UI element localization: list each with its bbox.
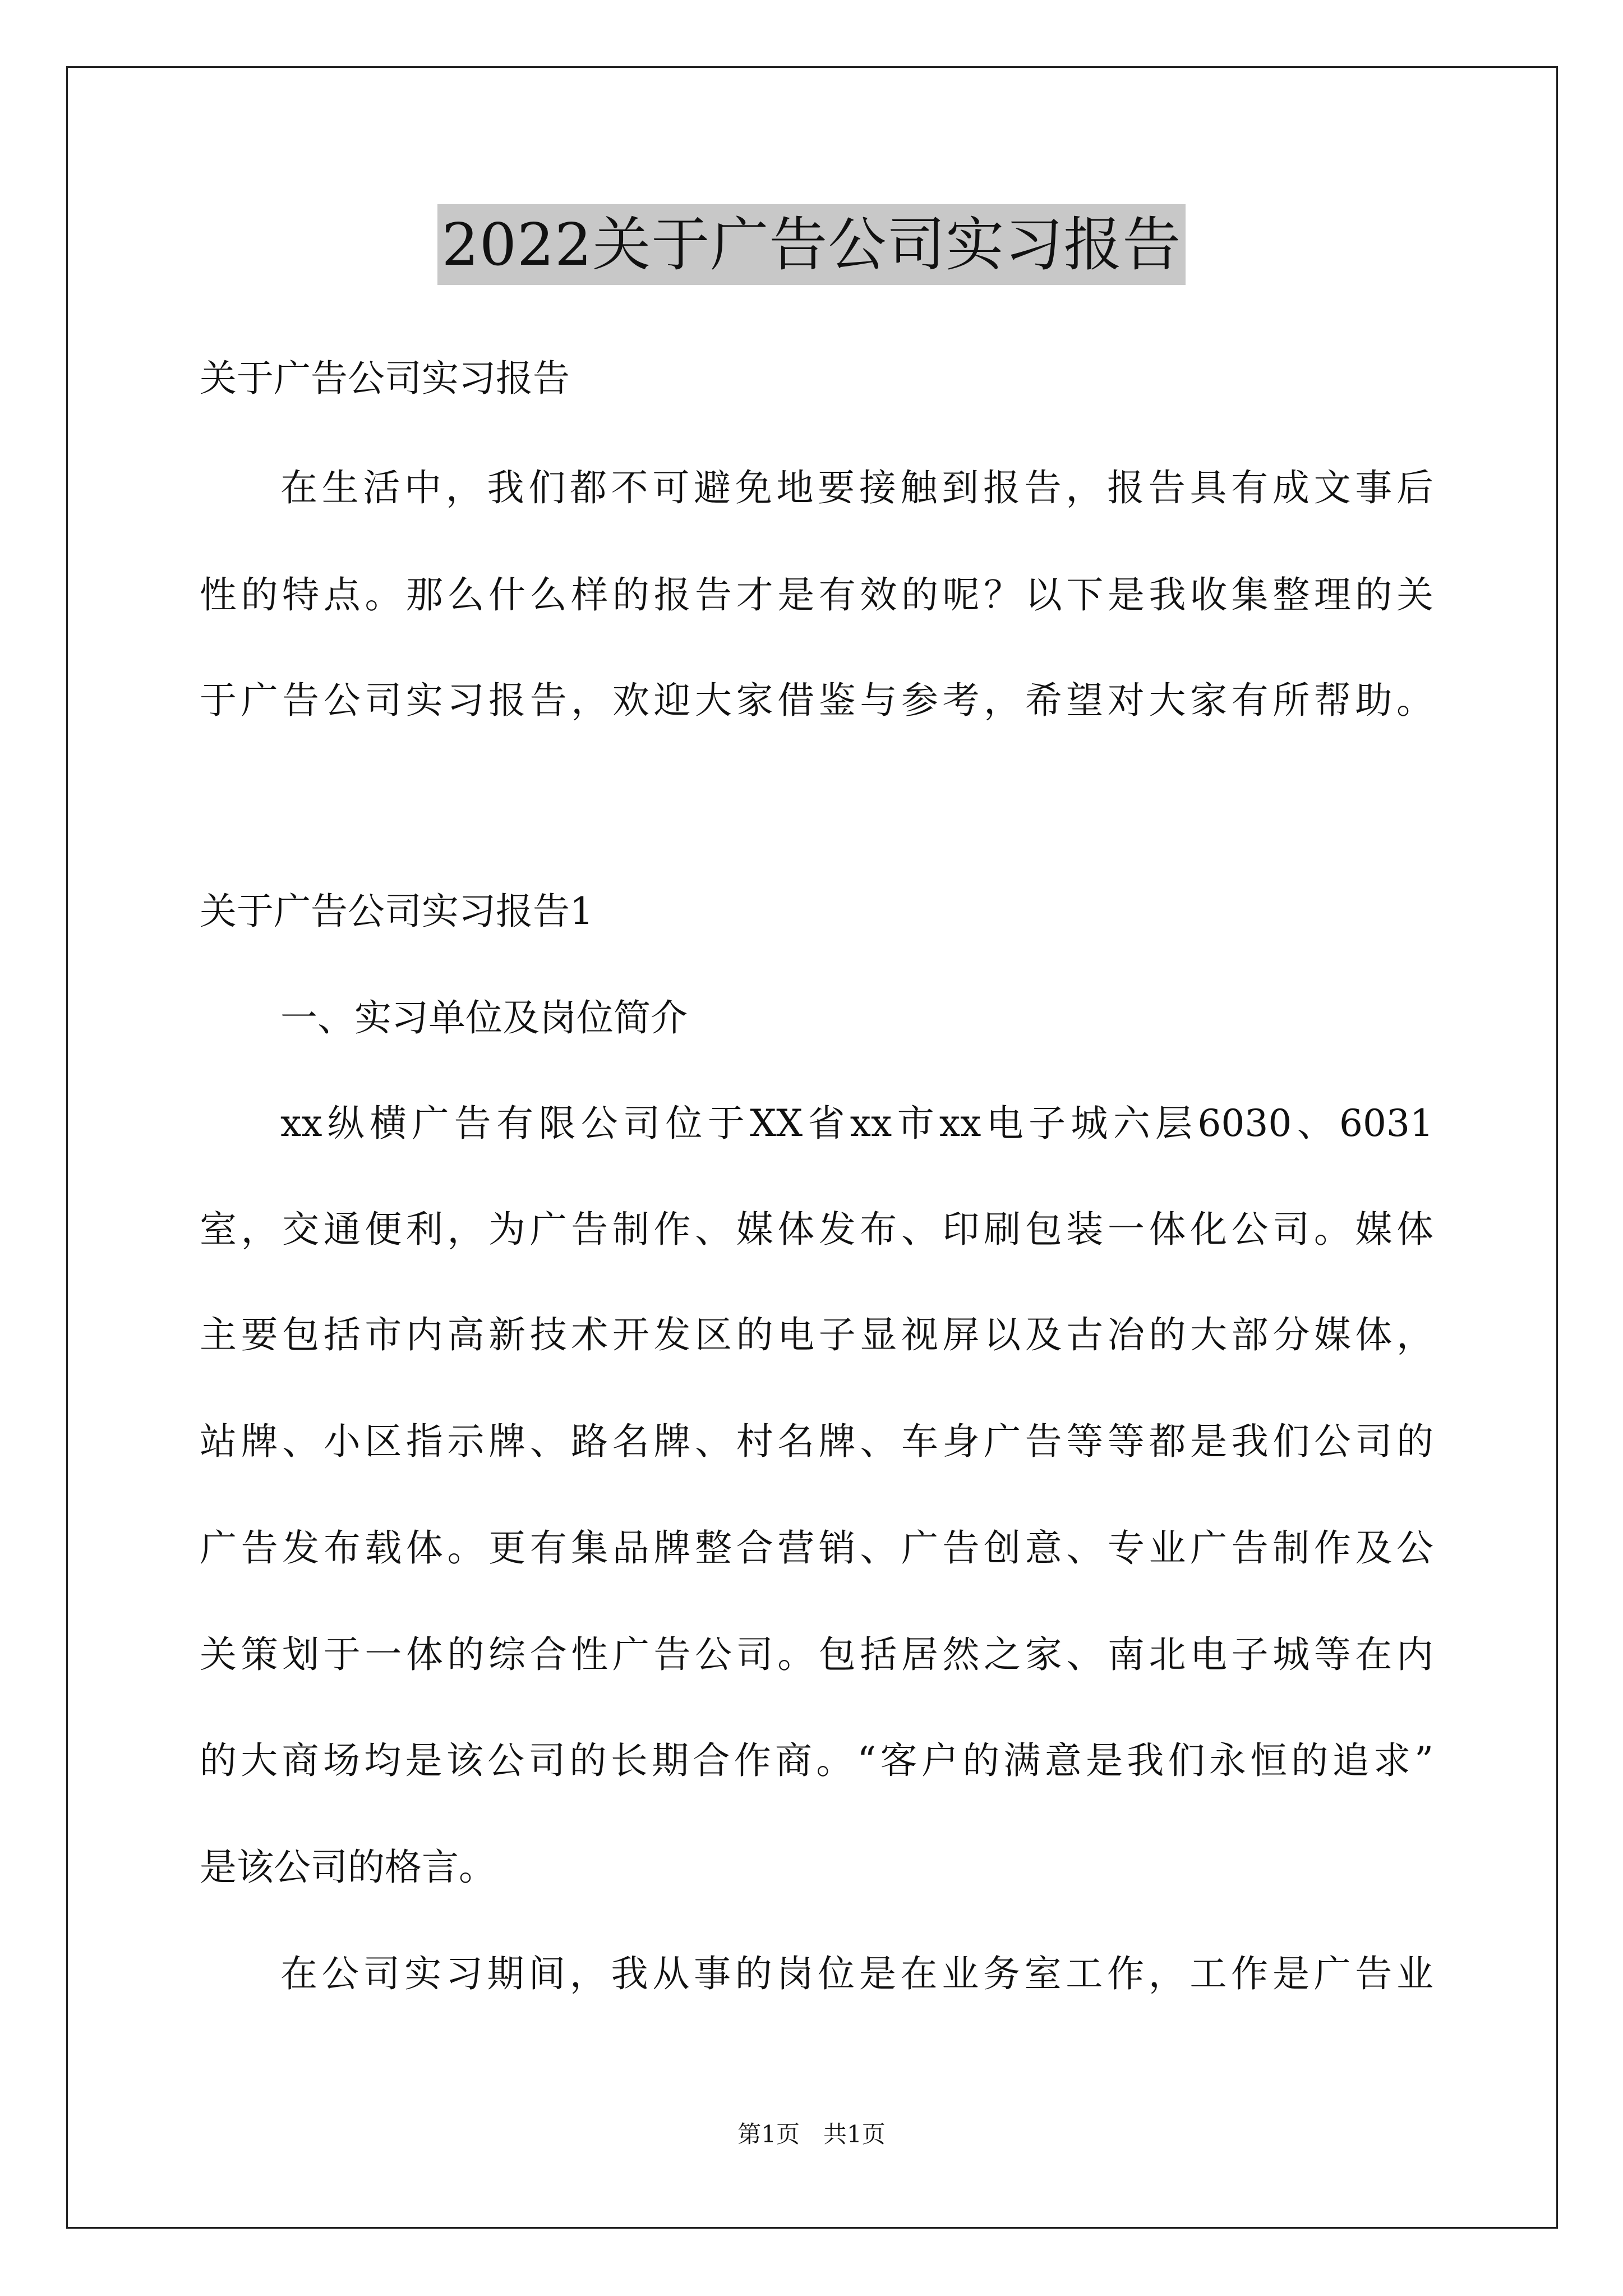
paragraph-line: 是该公司的格言。 xyxy=(200,1846,496,1889)
paragraph-line: xx纵横广告有限公司位于XX省xx市xx电子城六层6030、6031 xyxy=(280,1102,1433,1145)
paragraph-line: 室，交通便利，为广告制作、媒体发布、印刷包装一体化公司。媒体 xyxy=(200,1208,1433,1251)
paragraph-line: 广告发布载体。更有集品牌整合营销、广告创意、专业广告制作及公 xyxy=(200,1526,1433,1570)
paragraph-line: 在公司实习期间，我从事的岗位是在业务室工作，工作是广告业 xyxy=(280,1952,1433,1995)
page-footer: 第1页 共1页 xyxy=(737,2120,886,2148)
subsection-heading: 一、实习单位及岗位简介 xyxy=(280,996,688,1039)
paragraph-line: 关策划于一体的综合性广告公司。包括居然之家、南北电子城等在内 xyxy=(200,1633,1433,1676)
paragraph-line: 主要包括市内高新技术开发区的电子显视屏以及古冶的大部分媒体， xyxy=(200,1313,1433,1356)
subtitle-line: 关于广告公司实习报告 xyxy=(200,357,570,400)
paragraph-line: 的大商场均是该公司的长期合作商。“客户的满意是我们永恒的追求” xyxy=(200,1739,1433,1782)
title-wrapper xyxy=(0,204,1623,285)
document-title: 2022关于广告公司实习报告 xyxy=(437,204,1186,285)
paragraph-line: 在生活中，我们都不可避免地要接触到报告，报告具有成文事后 xyxy=(280,466,1433,509)
paragraph-line: 于广告公司实习报告，欢迎大家借鉴与参考，希望对大家有所帮助。 xyxy=(200,679,1433,722)
paragraph-line: 站牌、小区指示牌、路名牌、村名牌、车身广告等等都是我们公司的 xyxy=(200,1420,1433,1463)
section-heading: 关于广告公司实习报告1 xyxy=(200,890,593,933)
paragraph-line: 性的特点。那么什么样的报告才是有效的呢？以下是我收集整理的关 xyxy=(200,573,1433,616)
